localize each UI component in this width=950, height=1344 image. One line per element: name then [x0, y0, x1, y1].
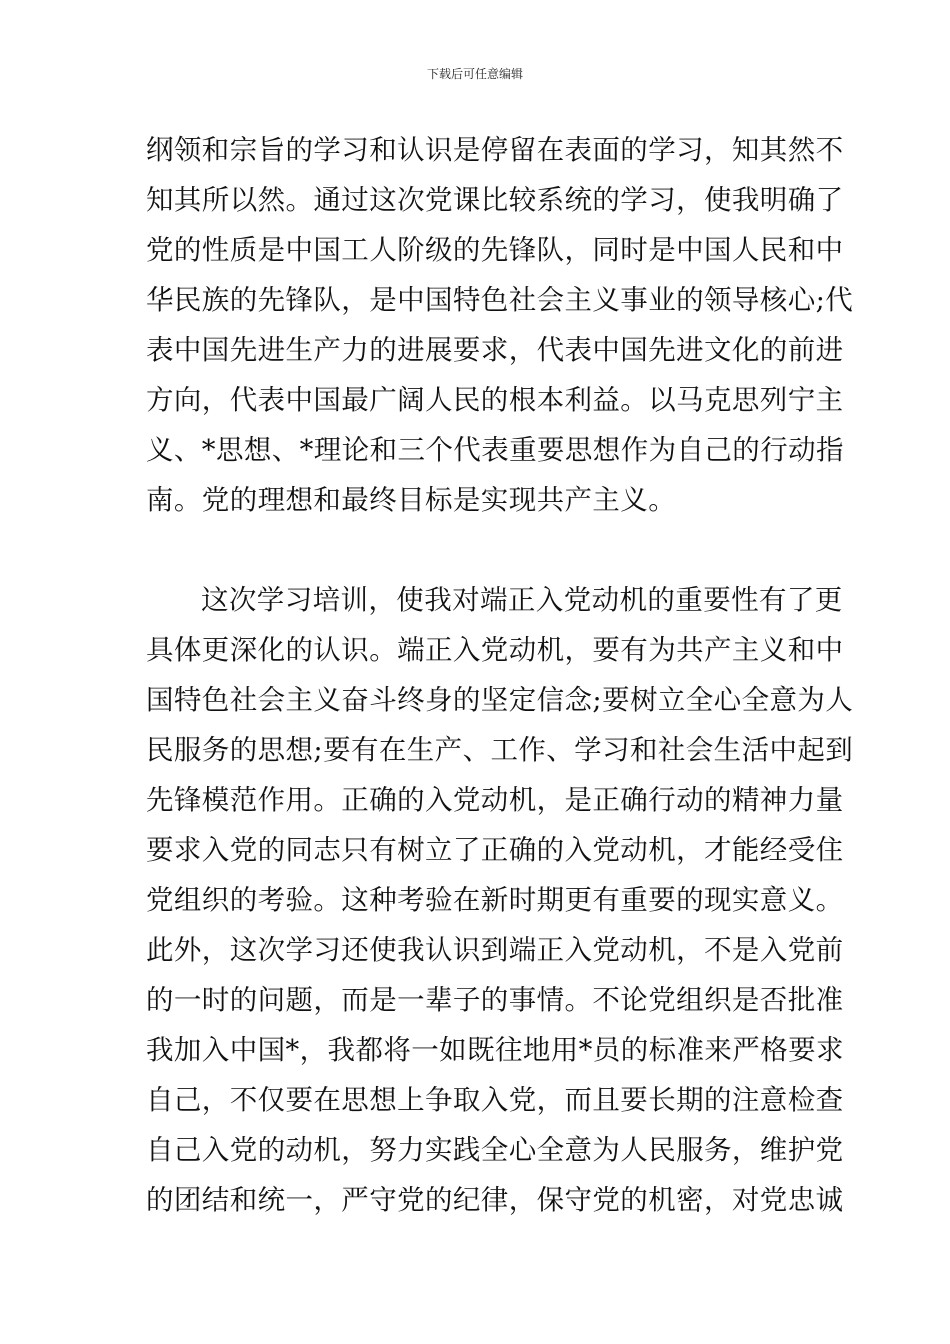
text-line: 此外，这次学习还使我认识到端正入党动机，不是入党前 [146, 934, 844, 966]
text-line: 这次学习培训，使我对端正入党动机的重要性有了更 [201, 584, 843, 616]
text-line: 党的性质是中国工人阶级的先锋队，同时是中国人民和中 [146, 234, 844, 266]
text-line: 南。党的理想和最终目标是实现共产主义。 [146, 484, 677, 516]
text-line: 要求入党的同志只有树立了正确的入党动机，才能经受住 [146, 834, 844, 866]
text-line: 先锋模范作用。正确的入党动机，是正确行动的精神力量 [146, 784, 844, 816]
text-line: 义、*思想、*理论和三个代表重要思想作为自己的行动指 [146, 434, 844, 466]
text-line: 华民族的先锋队，是中国特色社会主义事业的领导核心;代 [146, 284, 854, 316]
text-line: 国特色社会主义奋斗终身的坚定信念;要树立全心全意为人 [146, 684, 854, 716]
text-line: 具体更深化的认识。端正入党动机，要有为共产主义和中 [146, 634, 844, 666]
page-header: 下载后可任意编辑 [426, 67, 523, 81]
text-line: 知其所以然。通过这次党课比较系统的学习，使我明确了 [146, 184, 844, 216]
text-line: 自己入党的动机，努力实践全心全意为人民服务，维护党 [146, 1134, 844, 1166]
text-line: 纲领和宗旨的学习和认识是停留在表面的学习，知其然不 [146, 134, 844, 166]
text-line: 我加入中国*，我都将一如既往地用*员的标准来严格要求 [146, 1034, 844, 1066]
text-line: 党组织的考验。这种考验在新时期更有重要的现实意义。 [146, 884, 844, 916]
text-line: 自己，不仅要在思想上争取入党，而且要长期的注意检查 [146, 1084, 844, 1116]
text-line: 方向，代表中国最广阔人民的根本利益。以马克思列宁主 [146, 384, 844, 416]
text-line: 的团结和统一，严守党的纪律，保守党的机密，对党忠诚 [146, 1184, 844, 1216]
text-line: 表中国先进生产力的进展要求，代表中国先进文化的前进 [146, 334, 844, 366]
text-line: 民服务的思想;要有在生产、工作、学习和社会生活中起到 [146, 734, 854, 766]
text-line: 的一时的问题，而是一辈子的事情。不论党组织是否批准 [146, 984, 844, 1016]
